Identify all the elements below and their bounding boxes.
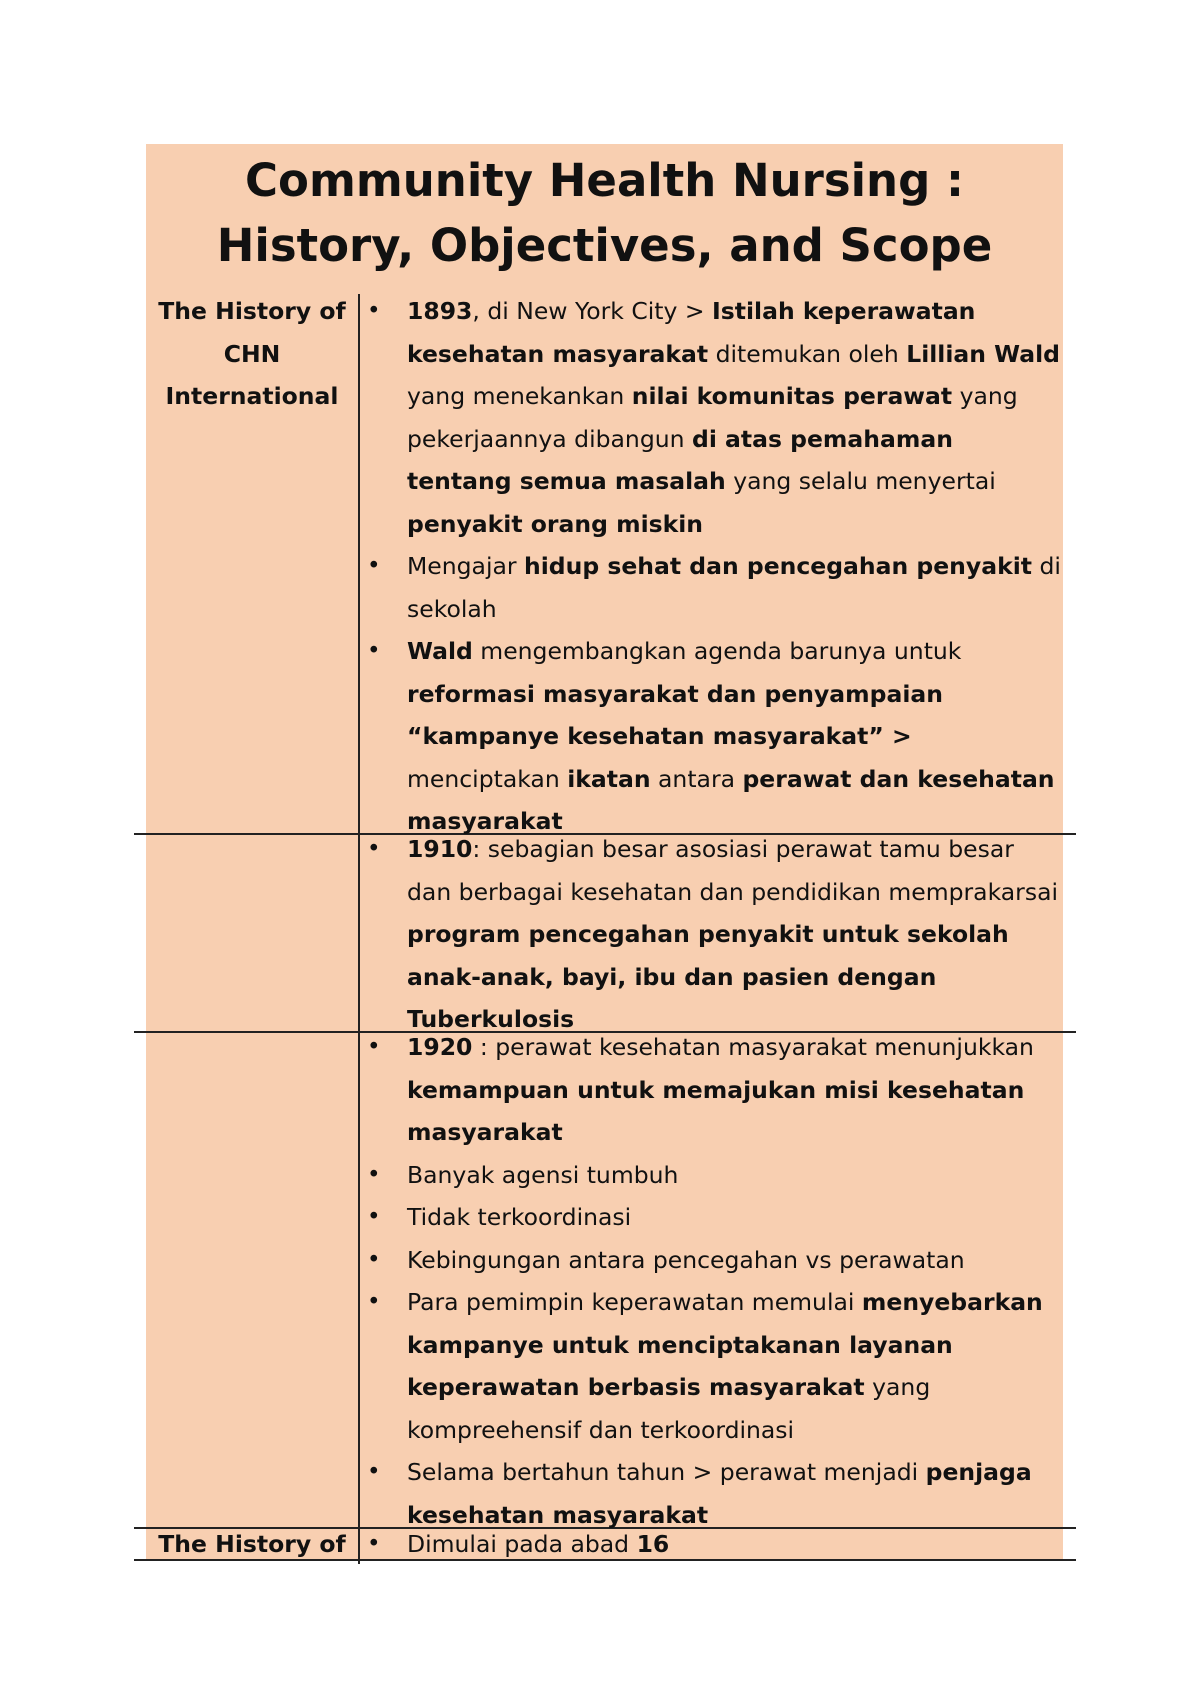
bullet-list — [365, 1523, 1065, 1566]
text: Dimulai pada abad — [407, 1530, 637, 1558]
text: ditemukan oleh — [708, 339, 907, 368]
bold-text: penjaga kesehatan masyarakat — [407, 1458, 1032, 1529]
text: Kebingungan antara pencegahan vs perawatan — [407, 1245, 965, 1274]
bold-text: program pencegahan penyakit untuk sekolah anak-anak, bayi, ibu dan pasien dengan Tuberkulosis — [407, 920, 1009, 1033]
bold-text: perawat dan kesehatan masyarakat — [407, 764, 1055, 835]
bold-text: Lillian Wald — [906, 339, 1061, 368]
bullet-list — [365, 828, 1065, 1041]
text: Para pemimpin keperawatan memulai — [407, 1288, 862, 1316]
bold-text: kemampuan untuk memajukan misi kesehatan masyarakat — [407, 1075, 1025, 1146]
text: Tidak terkoordinasi — [407, 1203, 632, 1231]
text: , di New York City > — [472, 297, 713, 325]
text: Banyak agensi tumbuh — [407, 1160, 679, 1189]
text: mengembangkan agenda barunya untuk — [472, 637, 962, 665]
bold-text: ikatan — [567, 764, 651, 793]
text: di sekolah — [407, 552, 1061, 623]
bullet-item — [365, 290, 1065, 545]
bold-text: penyakit orang miskin — [407, 509, 704, 538]
bullet-item — [365, 1239, 1065, 1282]
row-label — [146, 290, 358, 418]
text: yang kompreehensif dan terkoordinasi — [407, 1373, 931, 1444]
page-title — [146, 148, 1063, 278]
bold-text: Istilah keperawatan kesehatan masyarakat — [407, 297, 976, 368]
bold-text: reformasi masyarakat dan penyampaian “kampanye kesehatan masyarakat” > — [407, 679, 943, 750]
bold-text: di atas pemahaman tentang semua masalah — [407, 424, 953, 495]
text: Selama bertahun tahun > perawat menjadi — [407, 1458, 926, 1486]
row-label-line: International — [165, 382, 339, 410]
bullet-item — [365, 1026, 1065, 1154]
bold-text: 1893 — [407, 297, 473, 325]
bullet-list — [365, 290, 1065, 843]
text: yang menekankan — [407, 382, 632, 410]
bullet-item — [365, 828, 1065, 1041]
row-label — [146, 1523, 358, 1566]
row-label-line: The History of — [158, 1530, 346, 1558]
bold-text: hidup sehat dan pencegahan penyakit — [524, 552, 1032, 580]
title-line-1: Community Health Nursing : — [245, 154, 964, 207]
bold-text: 1920 — [407, 1033, 473, 1061]
bullet-item — [365, 1523, 1065, 1566]
bullet-item — [365, 1196, 1065, 1239]
bold-text: 1910 — [407, 835, 473, 863]
column-divider — [358, 294, 360, 1564]
bold-text: Wald — [407, 637, 473, 665]
text: : perawat kesehatan masyarakat menunjukkan — [472, 1033, 1034, 1061]
bold-text: menyebarkan kampanye untuk menciptakanan layanan keperawatan berbasis masyarakat — [407, 1288, 1043, 1401]
row-label-line: CHN — [223, 339, 281, 368]
row-label-line: The History of — [158, 297, 346, 325]
bullet-item — [365, 1154, 1065, 1197]
bullet-item — [365, 545, 1065, 630]
bullet-item — [365, 1281, 1065, 1451]
bold-text: nilai komunitas perawat — [631, 382, 953, 410]
bullet-item — [365, 630, 1065, 843]
text: Mengajar — [407, 552, 525, 580]
title-line-2: History, Objectives, and Scope — [216, 219, 993, 272]
text: yang selalu menyertai — [725, 467, 996, 495]
bullet-list — [365, 1026, 1065, 1536]
text: menciptakan — [407, 764, 568, 793]
text: : sebagian besar asosiasi perawat tamu besar dan berbagai kesehatan dan pendidikan memprakarsai — [407, 835, 1059, 906]
bold-text: 16 — [636, 1530, 670, 1558]
text: yang pekerjaannya dibangun — [407, 382, 1018, 453]
text: antara — [650, 764, 743, 793]
